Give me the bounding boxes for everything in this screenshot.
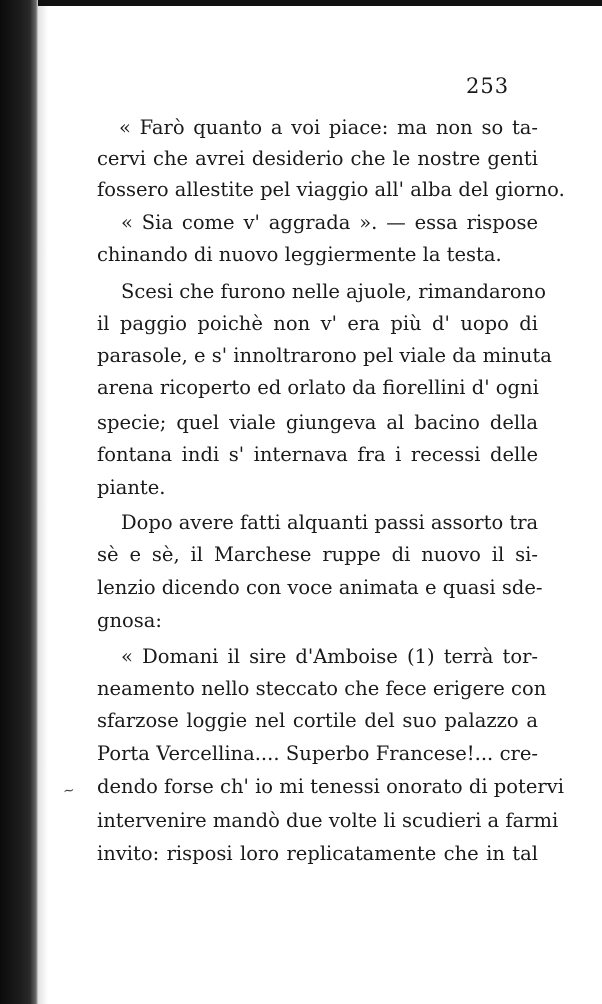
- text-line: « Domani il sire d'Amboise (1) terrà tor-: [121, 645, 538, 668]
- page-number: 253: [466, 74, 510, 98]
- text-line: cervi che avrei desiderio che le nostre genti: [97, 147, 538, 170]
- text-line: parasole, e s' innoltrarono pel viale da minuta: [97, 344, 552, 367]
- text-line: fontana indi s' internava fra i recessi delle: [97, 443, 538, 466]
- text-line: Scesi che furono nelle ajuole, rimandarono: [121, 280, 546, 303]
- text-line: fossero allestite pel viaggio all' alba del giorno.: [97, 178, 565, 201]
- margin-mark: ~: [61, 782, 76, 800]
- text-line: sè e sè, il Marchese ruppe di nuovo il si-: [97, 543, 538, 566]
- text-line: gnosa:: [97, 609, 162, 632]
- text-line: sfarzose loggie nel cortile del suo palazzo a: [97, 709, 538, 732]
- gutter-shadow: [38, 0, 48, 1004]
- text-line: piante.: [97, 476, 166, 499]
- scan-top-edge: [0, 0, 602, 6]
- text-line: « Sia come v' aggrada ». — essa rispose: [121, 211, 538, 234]
- text-line: il paggio poichè non v' era più d' uopo di: [97, 312, 538, 335]
- text-line: neamento nello steccato che fece erigere con: [97, 677, 547, 700]
- text-line: dendo forse ch' io mi tenessi onorato di potervi: [97, 775, 564, 798]
- text-line: intervenire mandò due volte li scudieri a farmi: [97, 809, 559, 832]
- text-line: « Farò quanto a voi piace: ma non so ta-: [119, 116, 538, 139]
- book-spine-edge: [0, 0, 38, 1004]
- text-line: lenzio dicendo con voce animata e quasi sde-: [97, 576, 543, 599]
- text-line: chinando di nuovo leggiermente la testa.: [97, 243, 502, 266]
- text-line: Porta Vercellina.... Superbo Francese!... cre-: [97, 742, 538, 765]
- text-line: specie; quel viale giungeva al bacino della: [97, 411, 538, 434]
- text-line: Dopo avere fatti alquanti passi assorto tra: [121, 511, 539, 534]
- text-line: arena ricoperto ed orlato da fiorellini d' ogni: [97, 376, 539, 399]
- text-line: invito: risposi loro replicatamente che in tal: [97, 842, 538, 865]
